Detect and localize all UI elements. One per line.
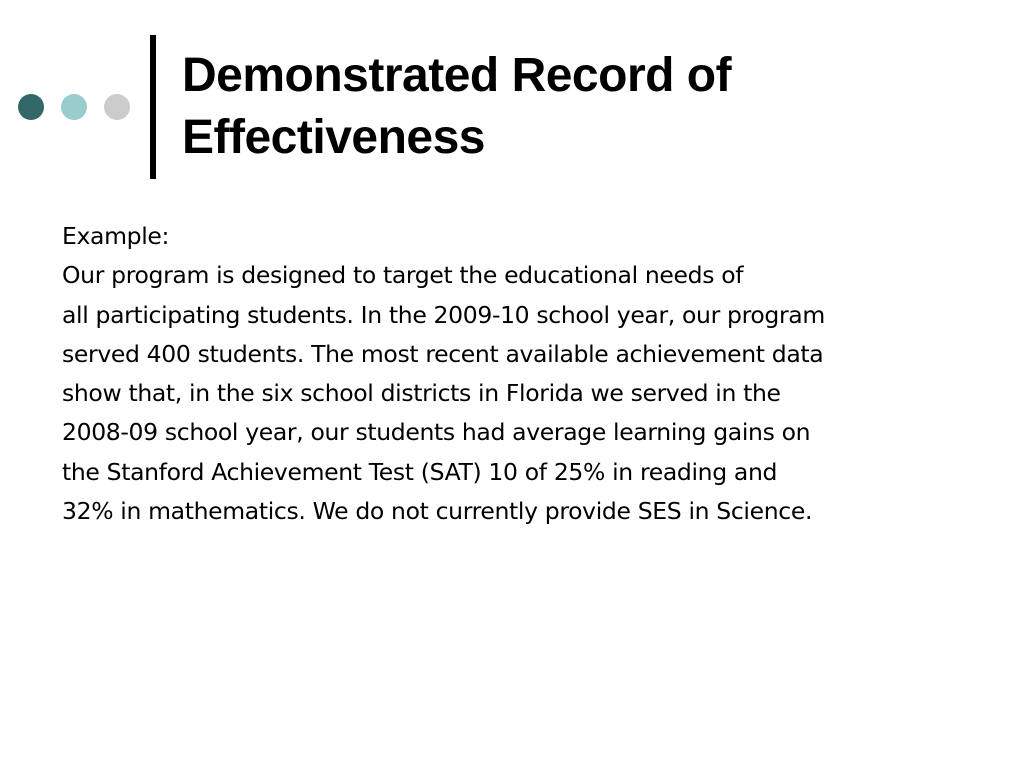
body-line: served 400 students. The most recent available achievement data	[62, 339, 824, 368]
slide-title	[182, 45, 1002, 169]
body-line: 32% in mathematics. We do not currently provide SES in Science.	[62, 497, 813, 526]
title-line-2: Effectiveness	[182, 111, 485, 164]
slide-body	[62, 217, 1002, 531]
body-line-example-label: Example:	[62, 222, 170, 250]
body-line: all participating students. In the 2009-10 school year, our program	[62, 300, 825, 329]
decorative-dot-dark	[18, 94, 44, 120]
title-divider	[150, 35, 156, 179]
body-line: show that, in the six school districts in Florida we served in the	[62, 379, 781, 408]
body-line: Our program is designed to target the educational needs of	[62, 261, 744, 290]
title-line-1: Demonstrated Record of	[182, 49, 732, 102]
body-line: 2008-09 school year, our students had average learning gains on	[62, 418, 811, 447]
body-line: the Stanford Achievement Test (SAT) 10 of 25% in reading and	[62, 457, 778, 486]
decorative-dot-medium	[61, 94, 87, 120]
decorative-dot-light	[104, 94, 130, 120]
